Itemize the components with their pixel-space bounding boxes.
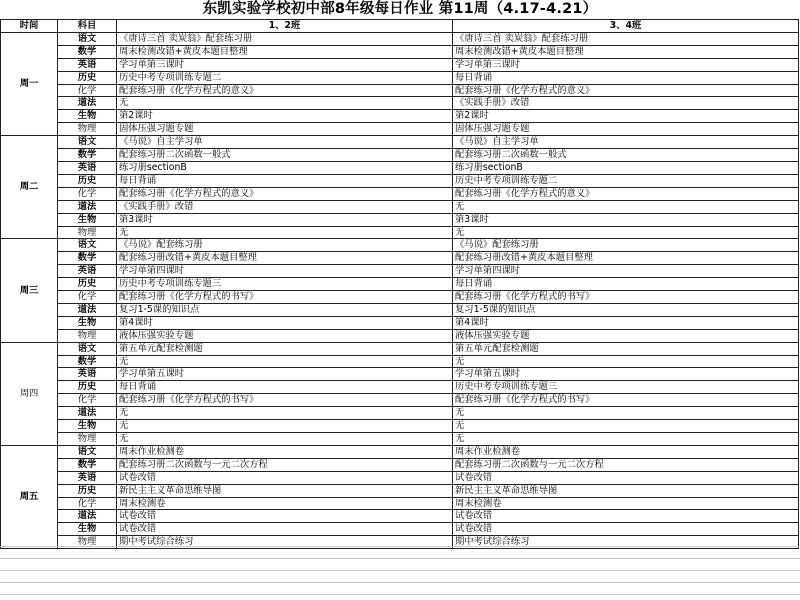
table-row <box>1 136 799 149</box>
class-b-homework-cell[interactable]: 历史中考专项训练专题二 <box>453 174 799 187</box>
class-b-homework-cell[interactable]: 第3课时 <box>453 213 799 226</box>
subject-cell[interactable]: 生物 <box>58 523 117 536</box>
class-b-homework-cell[interactable]: 学习单第五课时 <box>453 368 799 381</box>
class-a-homework-cell[interactable]: 周末检测改错+黄皮本题目整理 <box>117 45 453 58</box>
class-b-homework-cell[interactable]: 无 <box>453 355 799 368</box>
class-a-homework-cell[interactable]: 学习单第三课时 <box>117 58 453 71</box>
subject-cell[interactable]: 物理 <box>58 536 117 549</box>
class-b-homework-cell[interactable]: 配套练习册《化学方程式的意义》 <box>453 187 799 200</box>
table-row <box>1 510 799 523</box>
class-a-homework-cell[interactable]: 第2课时 <box>117 110 453 123</box>
class-b-homework-cell[interactable]: 练习册sectionB <box>453 161 799 174</box>
class-b-homework-cell[interactable]: 每日背诵 <box>453 278 799 291</box>
class-b-homework-cell[interactable]: 无 <box>453 407 799 420</box>
subject-cell[interactable]: 语文 <box>58 342 117 355</box>
class-b-homework-cell[interactable]: 液体压强实验专题 <box>453 329 799 342</box>
class-b-homework-cell[interactable]: 周末检测改错+黄皮本题目整理 <box>453 45 799 58</box>
class-b-homework-cell[interactable]: 配套练习册改错+黄皮本题目整理 <box>453 252 799 265</box>
class-b-homework-cell[interactable]: 无 <box>453 226 799 239</box>
table-row <box>1 497 799 510</box>
class-b-homework-cell[interactable]: 《马说》配套练习册 <box>453 239 799 252</box>
class-b-homework-cell[interactable]: 周末检测卷 <box>453 497 799 510</box>
table-row <box>1 174 799 187</box>
table-row <box>1 381 799 394</box>
table-row <box>1 45 799 58</box>
table-row <box>1 110 799 123</box>
class-a-homework-cell[interactable]: 学习单第五课时 <box>117 368 453 381</box>
class-b-homework-cell[interactable]: 配套练习册《化学方程式的意义》 <box>453 84 799 97</box>
class-b-homework-cell[interactable]: 无 <box>453 200 799 213</box>
empty-grid-line <box>0 546 800 547</box>
class-a-homework-cell[interactable]: 配套练习册《化学方程式的书写》 <box>117 291 453 304</box>
class-b-homework-cell[interactable]: 无 <box>453 420 799 433</box>
subject-cell[interactable]: 英语 <box>58 471 117 484</box>
class-a-homework-cell[interactable]: 配套练习册《化学方程式的意义》 <box>117 84 453 97</box>
subject-cell[interactable]: 道法 <box>58 303 117 316</box>
table-row <box>1 445 799 458</box>
table-body <box>1 32 799 548</box>
class-b-homework-cell[interactable]: 期中考试综合练习 <box>453 536 799 549</box>
subject-cell[interactable]: 语文 <box>58 239 117 252</box>
table-row <box>1 97 799 110</box>
class-a-homework-cell[interactable]: 第3课时 <box>117 213 453 226</box>
class-b-homework-cell[interactable]: 第2课时 <box>453 110 799 123</box>
class-a-homework-cell[interactable]: 练习册sectionB <box>117 161 453 174</box>
class-b-homework-cell[interactable]: 配套练习册二次函数与一元二次方程 <box>453 458 799 471</box>
class-b-homework-cell[interactable]: 历史中考专项训练专题三 <box>453 381 799 394</box>
subject-cell[interactable]: 英语 <box>58 368 117 381</box>
subject-cell[interactable]: 语文 <box>58 32 117 45</box>
class-a-homework-cell[interactable]: 历史中考专项训练专题二 <box>117 71 453 84</box>
subject-cell[interactable]: 语文 <box>58 445 117 458</box>
class-a-homework-cell[interactable]: 周末检测卷 <box>117 497 453 510</box>
class-b-homework-cell[interactable]: 试卷改错 <box>453 471 799 484</box>
table-row <box>1 149 799 162</box>
table-row <box>1 252 799 265</box>
class-b-homework-cell[interactable]: 配套练习册二次函数一般式 <box>453 149 799 162</box>
class-b-homework-cell[interactable]: 《唐诗三首 卖炭翁》配套练习册 <box>453 32 799 45</box>
class-b-homework-cell[interactable]: 第五单元配套检测题 <box>453 342 799 355</box>
class-a-homework-cell[interactable]: 学习单第四课时 <box>117 265 453 278</box>
table-row <box>1 278 799 291</box>
subject-cell[interactable]: 化学 <box>58 497 117 510</box>
class-b-homework-cell[interactable]: 《马说》自主学习单 <box>453 136 799 149</box>
class-a-homework-cell[interactable]: 《马说》自主学习单 <box>117 136 453 149</box>
table-row <box>1 342 799 355</box>
class-a-homework-cell[interactable]: 配套练习册二次函数与一元二次方程 <box>117 458 453 471</box>
class-a-homework-cell[interactable]: 无 <box>117 407 453 420</box>
class-a-homework-cell[interactable]: 无 <box>117 433 453 446</box>
subject-cell[interactable]: 生物 <box>58 213 117 226</box>
class-b-homework-cell[interactable]: 每日背诵 <box>453 71 799 84</box>
day-cell[interactable]: 周五 <box>1 445 58 548</box>
table-row <box>1 368 799 381</box>
subject-cell[interactable]: 历史 <box>58 174 117 187</box>
class-b-homework-cell[interactable]: 新民主主义革命思维导图 <box>453 484 799 497</box>
class-a-homework-cell[interactable]: 每日背诵 <box>117 174 453 187</box>
header-subject[interactable]: 科目 <box>58 20 117 33</box>
table-row <box>1 407 799 420</box>
table-row <box>1 484 799 497</box>
class-a-homework-cell[interactable]: 期中考试综合练习 <box>117 536 453 549</box>
class-b-homework-cell[interactable]: 《实践手册》改错 <box>453 97 799 110</box>
class-a-homework-cell[interactable]: 每日背诵 <box>117 381 453 394</box>
class-a-homework-cell[interactable]: 固体压强习题专题 <box>117 123 453 136</box>
table-row <box>1 303 799 316</box>
class-a-homework-cell[interactable]: 配套练习册《化学方程式的意义》 <box>117 187 453 200</box>
table-row <box>1 523 799 536</box>
subject-cell[interactable]: 化学 <box>58 394 117 407</box>
header-class-a[interactable]: 1、2班 <box>117 20 453 33</box>
header-time[interactable]: 时间 <box>1 20 58 33</box>
class-a-homework-cell[interactable]: 配套练习册改错+黄皮本题目整理 <box>117 252 453 265</box>
empty-grid-line <box>0 594 800 595</box>
subject-cell[interactable]: 历史 <box>58 381 117 394</box>
class-b-homework-cell[interactable]: 学习单第三课时 <box>453 58 799 71</box>
sheet-title: 东凯实验学校初中部8年级每日作业 第11周（4.17-4.21） <box>202 1 598 17</box>
class-b-homework-cell[interactable]: 配套练习册《化学方程式的书写》 <box>453 291 799 304</box>
class-a-homework-cell[interactable]: 试卷改错 <box>117 523 453 536</box>
subject-cell[interactable]: 数学 <box>58 458 117 471</box>
day-cell[interactable]: 周一 <box>1 32 58 135</box>
class-a-homework-cell[interactable]: 试卷改错 <box>117 510 453 523</box>
subject-cell[interactable]: 英语 <box>58 58 117 71</box>
table-row <box>1 471 799 484</box>
header-row <box>1 20 799 33</box>
class-a-homework-cell[interactable]: 试卷改错 <box>117 471 453 484</box>
table-row <box>1 123 799 136</box>
class-a-homework-cell[interactable]: 液体压强实验专题 <box>117 329 453 342</box>
subject-cell[interactable]: 化学 <box>58 291 117 304</box>
table-row <box>1 187 799 200</box>
subject-cell[interactable]: 化学 <box>58 84 117 97</box>
table-row <box>1 32 799 45</box>
table-row <box>1 420 799 433</box>
day-cell[interactable]: 周三 <box>1 239 58 342</box>
class-b-homework-cell[interactable]: 试卷改错 <box>453 510 799 523</box>
table-row <box>1 355 799 368</box>
class-a-homework-cell[interactable]: 第五单元配套检测题 <box>117 342 453 355</box>
homework-table <box>0 19 799 549</box>
class-b-homework-cell[interactable]: 复习1-5课的知识点 <box>453 303 799 316</box>
subject-cell[interactable]: 生物 <box>58 420 117 433</box>
class-b-homework-cell[interactable]: 第4课时 <box>453 316 799 329</box>
day-cell[interactable]: 周二 <box>1 136 58 239</box>
table-row <box>1 161 799 174</box>
class-a-homework-cell[interactable]: 配套练习册二次函数一般式 <box>117 149 453 162</box>
subject-cell[interactable]: 物理 <box>58 123 117 136</box>
class-b-homework-cell[interactable]: 周末作业检测卷 <box>453 445 799 458</box>
table-row <box>1 329 799 342</box>
class-a-homework-cell[interactable]: 周末作业检测卷 <box>117 445 453 458</box>
subject-cell[interactable]: 数学 <box>58 252 117 265</box>
subject-cell[interactable]: 道法 <box>58 407 117 420</box>
class-b-homework-cell[interactable]: 试卷改错 <box>453 523 799 536</box>
subject-cell[interactable]: 生物 <box>58 110 117 123</box>
class-a-homework-cell[interactable]: 《实践手册》改错 <box>117 200 453 213</box>
subject-cell[interactable]: 历史 <box>58 278 117 291</box>
subject-cell[interactable]: 语文 <box>58 136 117 149</box>
day-cell[interactable]: 周四 <box>1 342 58 445</box>
subject-cell[interactable]: 历史 <box>58 484 117 497</box>
header-class-b[interactable]: 3、4班 <box>453 20 799 33</box>
class-a-homework-cell[interactable]: 《马说》配套练习册 <box>117 239 453 252</box>
class-a-homework-cell[interactable]: 无 <box>117 226 453 239</box>
subject-cell[interactable]: 物理 <box>58 433 117 446</box>
subject-cell[interactable]: 化学 <box>58 187 117 200</box>
subject-cell[interactable]: 历史 <box>58 71 117 84</box>
empty-grid-line <box>0 582 800 583</box>
table-row <box>1 316 799 329</box>
class-a-homework-cell[interactable]: 无 <box>117 97 453 110</box>
class-b-homework-cell[interactable]: 配套练习册《化学方程式的书写》 <box>453 394 799 407</box>
subject-cell[interactable]: 英语 <box>58 161 117 174</box>
empty-grid-line <box>0 558 800 559</box>
table-row <box>1 394 799 407</box>
table-row <box>1 265 799 278</box>
subject-cell[interactable]: 生物 <box>58 316 117 329</box>
table-row <box>1 226 799 239</box>
class-b-homework-cell[interactable]: 固体压强习题专题 <box>453 123 799 136</box>
table-row <box>1 433 799 446</box>
class-a-homework-cell[interactable]: 无 <box>117 420 453 433</box>
class-a-homework-cell[interactable]: 新民主主义革命思维导图 <box>117 484 453 497</box>
table-row <box>1 200 799 213</box>
subject-cell[interactable]: 道法 <box>58 97 117 110</box>
class-a-homework-cell[interactable]: 第4课时 <box>117 316 453 329</box>
subject-cell[interactable]: 英语 <box>58 265 117 278</box>
table-row <box>1 58 799 71</box>
empty-grid-line <box>0 570 800 571</box>
table-row <box>1 291 799 304</box>
table-row <box>1 71 799 84</box>
subject-cell[interactable]: 数学 <box>58 355 117 368</box>
table-row <box>1 213 799 226</box>
subject-cell[interactable]: 物理 <box>58 329 117 342</box>
class-b-homework-cell[interactable]: 无 <box>453 433 799 446</box>
subject-cell[interactable]: 道法 <box>58 510 117 523</box>
class-b-homework-cell[interactable]: 学习单第四课时 <box>453 265 799 278</box>
table-row <box>1 84 799 97</box>
class-a-homework-cell[interactable]: 复习1-5课的知识点 <box>117 303 453 316</box>
subject-cell[interactable]: 道法 <box>58 200 117 213</box>
table-row <box>1 458 799 471</box>
subject-cell[interactable]: 物理 <box>58 226 117 239</box>
table-row <box>1 239 799 252</box>
class-a-homework-cell[interactable]: 历史中考专项训练专题三 <box>117 278 453 291</box>
class-a-homework-cell[interactable]: 配套练习册《化学方程式的书写》 <box>117 394 453 407</box>
class-a-homework-cell[interactable]: 无 <box>117 355 453 368</box>
class-a-homework-cell[interactable]: 《唐诗三首 卖炭翁》配套练习册 <box>117 32 453 45</box>
subject-cell[interactable]: 数学 <box>58 149 117 162</box>
subject-cell[interactable]: 数学 <box>58 45 117 58</box>
